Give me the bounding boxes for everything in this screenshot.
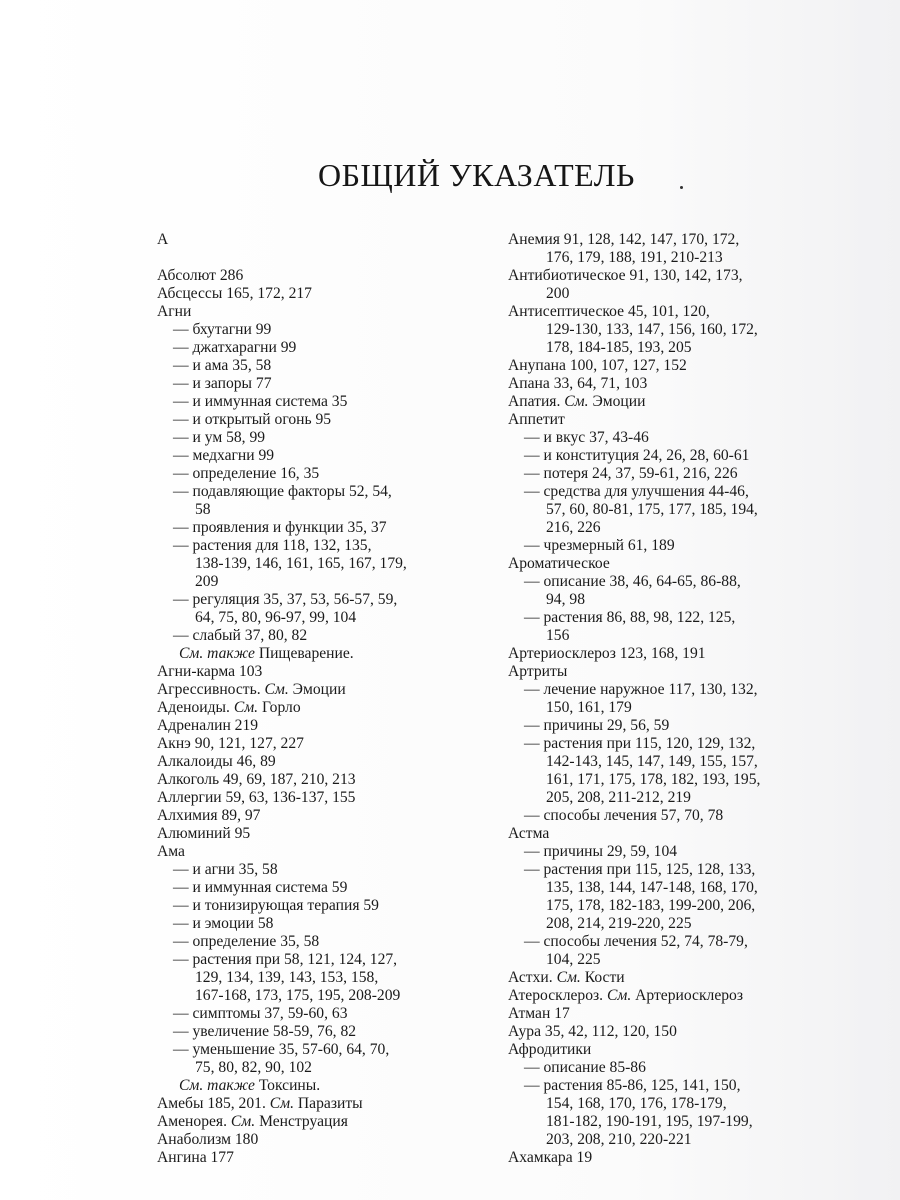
index-entry: [157, 429, 487, 447]
index-entry-text: — бхутагни 99: [173, 321, 272, 338]
section-gap: [157, 249, 487, 267]
index-entry-text: Менструация: [259, 1113, 348, 1130]
index-entry-text: — и запоры 77: [173, 375, 272, 392]
cross-reference-label: См. также: [179, 1077, 255, 1094]
index-entry: [157, 321, 487, 339]
index-entry-text: Алкоголь 49, 69, 187, 210, 213: [157, 771, 356, 788]
index-entry-text: 57, 60, 80-81, 175, 177, 185, 194,: [546, 501, 758, 518]
index-entry: [508, 681, 838, 699]
index-entry-text: Амебы 185, 201.: [157, 1095, 266, 1112]
index-entry-text: — средства для улучшения 44-46,: [524, 483, 749, 500]
index-entry-text: Апана 33, 64, 71, 103: [508, 375, 648, 392]
index-entry: [157, 393, 487, 411]
index-entry-text: Астма: [508, 825, 550, 842]
index-entry: [508, 393, 838, 411]
index-entry: [157, 519, 487, 537]
index-entry-text: 138-139, 146, 161, 165, 167, 179,: [195, 555, 407, 572]
index-entry: [508, 753, 838, 771]
index-entry-text: — и тонизирующая терапия 59: [173, 897, 379, 914]
index-entry-text: 142-143, 145, 147, 149, 155, 157,: [546, 753, 758, 770]
index-entry: [508, 573, 838, 591]
index-entry-text: — причины 29, 56, 59: [524, 717, 670, 734]
index-entry: [157, 537, 487, 555]
cross-reference-label: См.: [556, 969, 581, 986]
index-entry: [508, 375, 838, 393]
index-entry-text: Ароматическое: [508, 555, 610, 572]
page-title: ОБЩИЙ УКАЗАТЕЛЬ: [318, 157, 635, 193]
index-entry-text: 135, 138, 144, 147-148, 168, 170,: [546, 879, 758, 896]
index-entry-text: Антибиотическое 91, 130, 142, 173,: [508, 267, 743, 284]
index-entry-text: Агни-карма 103: [157, 663, 263, 680]
index-entry-text: Эмоции: [592, 393, 646, 410]
index-entry: [157, 501, 487, 519]
index-entry-text: Артериосклероз: [635, 987, 744, 1004]
index-entry-text: — симптомы 37, 59-60, 63: [173, 1005, 348, 1022]
index-entry: [508, 537, 838, 555]
index-entry-text: Аменорея.: [157, 1113, 227, 1130]
index-entry: [157, 411, 487, 429]
index-entry: [157, 1077, 487, 1095]
index-entry-text: Артриты: [508, 663, 568, 680]
index-entry-text: — описание 85-86: [524, 1059, 646, 1076]
index-entry-text: Паразиты: [297, 1095, 363, 1112]
index-entry-text: — чрезмерный 61, 189: [524, 537, 675, 554]
index-entry-text: Агрессивность.: [157, 681, 261, 698]
index-entry: [508, 519, 838, 537]
index-entry: [508, 717, 838, 735]
index-entry-text: — джатхарагни 99: [173, 339, 297, 356]
index-entry: [508, 807, 838, 825]
cross-reference-label: См.: [269, 1095, 295, 1112]
index-entry: [157, 609, 487, 627]
index-entry: [157, 843, 487, 861]
index-entry: [508, 933, 838, 951]
index-entry-text: 154, 168, 170, 176, 178-179,: [546, 1095, 727, 1112]
index-entry: [508, 1023, 838, 1041]
index-entry-text: Алюминий 95: [157, 825, 251, 842]
index-entry-text: Адреналин 219: [157, 717, 259, 734]
index-entry: [157, 807, 487, 825]
cross-reference-label: См.: [264, 681, 289, 698]
cross-reference-label: См. также: [179, 645, 255, 662]
index-entry-text: Атман 17: [508, 1005, 570, 1022]
index-entry: [508, 825, 838, 843]
index-entry: [157, 1113, 487, 1131]
index-entry-text: — растения при 115, 120, 129, 132,: [524, 735, 756, 752]
index-entry-text: Анемия 91, 128, 142, 147, 170, 172,: [508, 231, 740, 248]
index-entry: [157, 879, 487, 897]
index-entry: [157, 627, 487, 645]
index-entry-text: — лечение наружное 117, 130, 132,: [524, 681, 758, 698]
index-entry: [508, 429, 838, 447]
index-entry: [157, 447, 487, 465]
index-entry-text: Алкалоиды 46, 89: [157, 753, 276, 770]
index-entry-text: — и открытый огонь 95: [173, 411, 332, 428]
index-entry: [508, 555, 838, 573]
index-entry: [508, 267, 838, 285]
index-entry-text: 64, 75, 80, 96-97, 99, 104: [195, 609, 357, 626]
index-entry: [157, 1149, 487, 1167]
index-entry: [157, 681, 487, 699]
index-entry-text: 209: [195, 573, 219, 590]
index-entry: [157, 339, 487, 357]
index-entry: [508, 357, 838, 375]
index-entry-text: 208, 214, 219-220, 225: [546, 915, 692, 932]
index-entry: [508, 771, 838, 789]
index-entry-text: — уменьшение 35, 57-60, 64, 70,: [173, 1041, 390, 1058]
index-entry: [157, 663, 487, 681]
index-entry-text: Акнэ 90, 121, 127, 227: [157, 735, 304, 752]
index-entry-text: — и ум 58, 99: [173, 429, 266, 446]
index-entry: [508, 1005, 838, 1023]
index-entry-text: — определение 35, 58: [173, 933, 320, 950]
index-entry: [508, 1077, 838, 1095]
index-entry: [157, 897, 487, 915]
index-entry-text: 156: [546, 627, 570, 644]
index-entry-text: — растения при 58, 121, 124, 127,: [173, 951, 398, 968]
index-entry-text: 75, 80, 82, 90, 102: [195, 1059, 312, 1076]
index-entry: [508, 789, 838, 807]
index-entry: [508, 411, 838, 429]
index-entry-text: 167-168, 173, 175, 195, 208-209: [195, 987, 401, 1004]
index-entry-text: — определение 16, 35: [173, 465, 320, 482]
index-entry: [157, 1059, 487, 1077]
index-entry: [157, 303, 487, 321]
index-entry-text: — растения при 115, 125, 128, 133,: [524, 861, 756, 878]
index-entry: [508, 501, 838, 519]
section-letter: А: [157, 231, 169, 248]
index-entry: [508, 915, 838, 933]
index-entry-text: Аура 35, 42, 112, 120, 150: [508, 1023, 677, 1040]
index-entry-text: 203, 208, 210, 220-221: [546, 1131, 692, 1148]
index-entry-text: — описание 38, 46, 64-65, 86-88,: [524, 573, 741, 590]
index-entry: [157, 717, 487, 735]
index-entry-text: — и иммунная система 35: [173, 393, 348, 410]
index-entry: [157, 933, 487, 951]
cross-reference-label: См.: [606, 987, 632, 1004]
index-entry-text: Аппетит: [508, 411, 565, 428]
index-entry: [508, 645, 838, 663]
index-entry: [508, 339, 838, 357]
index-entry: [157, 1131, 487, 1149]
index-entry: [157, 645, 487, 663]
index-entry: [508, 303, 838, 321]
index-entry: [508, 447, 838, 465]
index-entry-text: 216, 226: [546, 519, 601, 536]
index-entry-text: — и иммунная система 59: [173, 879, 348, 896]
index-entry: [508, 591, 838, 609]
index-entry-text: Анупана 100, 107, 127, 152: [508, 357, 687, 374]
index-entry-text: 94, 98: [546, 591, 585, 608]
index-entry: [508, 897, 838, 915]
index-entry: [157, 285, 487, 303]
index-entry-text: Горло: [262, 699, 301, 716]
index-entry: [508, 969, 838, 987]
index-entry-text: 205, 208, 211-212, 219: [546, 789, 691, 806]
index-entry-text: 129, 134, 139, 143, 153, 158,: [195, 969, 379, 986]
index-entry-text: — увеличение 58-59, 76, 82: [173, 1023, 357, 1040]
index-entry-text: Токсины.: [258, 1077, 321, 1094]
index-entry: [157, 1095, 487, 1113]
index-entry: [157, 735, 487, 753]
index-entry-text: 104, 225: [546, 951, 601, 968]
index-entry-text: — и конституция 24, 26, 28, 60-61: [524, 447, 750, 464]
index-entry-text: Антисептическое 45, 101, 120,: [508, 303, 710, 320]
index-entry: [508, 609, 838, 627]
index-entry-text: Абсцессы 165, 172, 217: [157, 285, 312, 302]
index-entry: [508, 987, 838, 1005]
index-entry: [157, 771, 487, 789]
index-entry-text: — слабый 37, 80, 82: [173, 627, 308, 644]
index-entry: [157, 861, 487, 879]
index-entry-text: — и ама 35, 58: [173, 357, 272, 374]
index-entry: [508, 861, 838, 879]
index-entry: [508, 483, 838, 501]
index-entry: [157, 1023, 487, 1041]
index-entry: [157, 591, 487, 609]
index-entry: [508, 1149, 838, 1167]
index-entry: [157, 375, 487, 393]
index-entry-text: — регуляция 35, 37, 53, 56-57, 59,: [173, 591, 398, 608]
index-entry-text: Алхимия 89, 97: [157, 807, 261, 824]
index-entry-text: — подавляющие факторы 52, 54,: [173, 483, 392, 500]
index-entry: [508, 321, 838, 339]
index-entry-text: 178, 184-185, 193, 205: [546, 339, 692, 356]
index-entry: [157, 1005, 487, 1023]
index-entry-text: Анаболизм 180: [157, 1131, 259, 1148]
index-entry-text: Ама: [157, 843, 185, 860]
index-entry-text: 150, 161, 179: [546, 699, 632, 716]
index-entry-text: Эмоции: [292, 681, 346, 698]
index-entry-text: Апатия.: [508, 393, 561, 410]
index-entry: [508, 735, 838, 753]
index-entry: [508, 249, 838, 267]
index-entry-text: Артериосклероз 123, 168, 191: [508, 645, 706, 662]
index-entry-text: Атеросклероз.: [508, 987, 604, 1004]
index-entry: [157, 915, 487, 933]
index-entry-text: — способы лечения 57, 70, 78: [524, 807, 724, 824]
cross-reference-label: См.: [233, 699, 259, 716]
index-entry-text: 181-182, 190-191, 195, 197-199,: [546, 1113, 753, 1130]
index-entry-text: — медхагни 99: [173, 447, 275, 464]
index-entry: [508, 663, 838, 681]
cross-reference-label: См.: [230, 1113, 256, 1130]
index-entry: [508, 699, 838, 717]
index-entry: [508, 1095, 838, 1113]
index-entry: [508, 951, 838, 969]
index-entry: [157, 969, 487, 987]
cross-reference-label: См.: [564, 393, 589, 410]
index-entry-text: — проявления и функции 35, 37: [173, 519, 387, 536]
index-entry-text: — и вкус 37, 43-46: [524, 429, 649, 446]
index-entry-text: Аллергии 59, 63, 136-137, 155: [157, 789, 356, 806]
index-entry: [508, 879, 838, 897]
index-entry: [508, 285, 838, 303]
index-entry-text: Кости: [584, 969, 625, 986]
right-entries: [508, 231, 838, 1167]
index-entry-text: 58: [195, 501, 211, 518]
index-entry-text: — растения 86, 88, 98, 122, 125,: [524, 609, 736, 626]
index-entry-text: — и эмоции 58: [173, 915, 274, 932]
index-entry-text: Агни: [157, 303, 192, 320]
index-entry: [157, 825, 487, 843]
index-entry-text: Абсолют 286: [157, 267, 244, 284]
index-entry: [508, 843, 838, 861]
index-entry: [157, 951, 487, 969]
index-entry: [508, 1059, 838, 1077]
index-entry: [157, 357, 487, 375]
index-entry-text: Астхи.: [508, 969, 553, 986]
index-entry: [157, 1041, 487, 1059]
index-entry-text: — и агни 35, 58: [173, 861, 278, 878]
left-entries: [157, 267, 487, 1167]
index-entry-text: Ахамкара 19: [508, 1149, 593, 1166]
index-entry-text: 161, 171, 175, 178, 182, 193, 195,: [546, 771, 761, 788]
index-entry-text: Афродитики: [508, 1041, 592, 1058]
index-entry-text: 129-130, 133, 147, 156, 160, 172,: [546, 321, 758, 338]
index-entry: [157, 573, 487, 591]
index-entry-text: — способы лечения 52, 74, 78-79,: [524, 933, 748, 950]
index-entry: [508, 1131, 838, 1149]
index-entry-text: — растения для 118, 132, 135,: [173, 537, 372, 554]
index-column-right: [508, 231, 838, 1167]
index-entry: [157, 483, 487, 501]
index-entry-text: 176, 179, 188, 191, 210-213: [546, 249, 723, 266]
index-entry: [157, 987, 487, 1005]
index-entry-text: 175, 178, 182-183, 199-200, 206,: [546, 897, 756, 914]
index-entry: [508, 231, 838, 249]
index-entry-text: — растения 85-86, 125, 141, 150,: [524, 1077, 741, 1094]
index-entry: [508, 465, 838, 483]
index-entry: [157, 789, 487, 807]
stray-dot-mark: [680, 186, 683, 189]
index-entry-text: Ангина 177: [157, 1149, 234, 1166]
index-column-left: [157, 231, 487, 1167]
index-entry: [157, 753, 487, 771]
index-entry: [157, 267, 487, 285]
index-entry-text: Пищеварение.: [258, 645, 354, 662]
index-entry: [157, 465, 487, 483]
index-entry-text: Аденоиды.: [157, 699, 230, 716]
index-entry-text: 200: [546, 285, 570, 302]
index-entry: [157, 555, 487, 573]
index-entry: [508, 627, 838, 645]
index-entry-text: — потеря 24, 37, 59-61, 216, 226: [524, 465, 738, 482]
index-entry: [157, 699, 487, 717]
index-entry-text: — причины 29, 59, 104: [524, 843, 678, 860]
index-entry: [508, 1113, 838, 1131]
index-entry: [508, 1041, 838, 1059]
